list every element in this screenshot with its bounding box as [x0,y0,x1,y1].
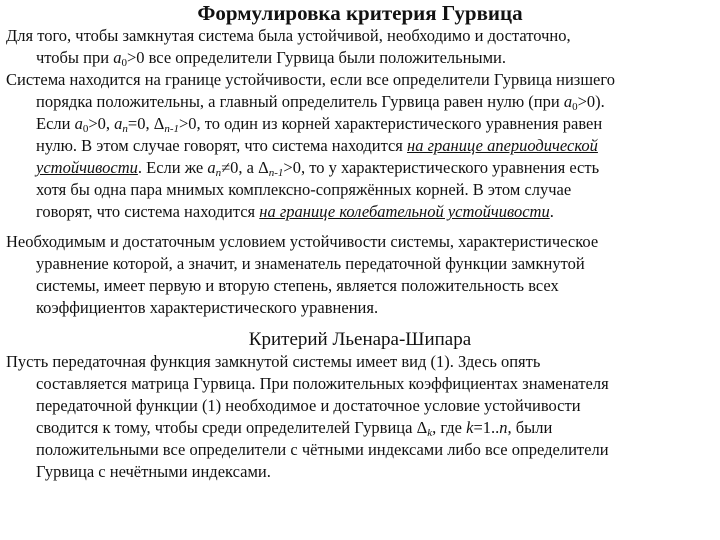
text-line [6,47,708,69]
subscript: 0 [82,123,89,135]
emphasis-term: на границе апериодической [407,136,598,155]
text-run: . Если же [137,158,208,177]
text-line: Гурвица с нечётными индексами. [36,462,271,481]
paragraph-lienard-chipart [6,351,708,483]
text-run: =1.. [473,418,500,437]
text-run: сводится к тому, чтобы среди определителей Гурвица Δ [36,418,428,437]
text-line [6,135,708,157]
page-title: Формулировка критерия Гурвица [197,1,523,25]
emphasis-term: устойчивости [36,158,138,177]
text-run: =0, Δ [127,114,165,133]
subscript: n-1 [164,123,179,135]
subscript: n [215,167,222,179]
text-run: , были [507,418,553,437]
text-line [6,417,708,439]
subscript: n-1 [268,167,284,179]
paragraph-stability-boundary [6,69,708,223]
text-run: >0, то у характеристического уравнения есть [283,158,600,177]
math-variable: a [113,48,122,67]
text-line: передаточной функции (1) необходимое и достаточное условие устойчивости [36,396,581,415]
text-run: нулю. В этом случае говорят, что система находится [36,136,408,155]
paragraph-hurwitz-criterion [6,25,708,69]
math-variable: a [114,114,123,133]
math-variable: a [74,114,83,133]
section-heading: Критерий Льенара-Шипара [248,329,472,350]
text-run: чтобы при [36,48,114,67]
math-variable: a [207,158,216,177]
text-run: Если [36,114,75,133]
text-line [6,113,708,135]
text-run: >0). [577,92,605,111]
paragraph-low-order-condition [6,231,708,319]
text-line: Пусть передаточная функция замкнутой системы имеет вид (1). Здесь опять [6,352,541,371]
subscript: 0 [572,101,578,113]
text-run: >0, [88,114,115,133]
math-variable: a [563,92,573,111]
text-line [6,201,708,223]
math-variable: n [499,418,508,437]
text-run: , где [432,418,467,437]
subscript: 0 [121,57,127,69]
text-line: коэффициентов характеристического уравнения. [36,298,379,317]
text-run: >0 все определители Гурвица были положительными. [126,48,506,67]
text-line: составляется матрица Гурвица. При положительных коэффициентах знаменателя [36,374,609,393]
emphasis-term: на границе колебательной устойчивости [259,202,550,221]
text-line [6,91,708,113]
text-line: Система находится на границе устойчивости, если все определители Гурвица низшего [6,70,615,89]
text-line: Для того, чтобы замкнутая система была устойчивой, необходимо и достаточно, [6,26,571,45]
text-run: . [549,202,554,221]
text-line: системы, имеет первую и вторую степень, является положительность всех [36,276,559,295]
text-run: >0, то один из корней характеристического уравнения равен [179,114,603,133]
text-run: говорят, что система находится [36,202,260,221]
text-run: порядка положительны, а главный определитель Гурвица равен нулю (при [36,92,564,111]
text-line: хотя бы одна пара мнимых комплексно-сопряжённых корней. В этом случае [36,180,572,199]
subscript: k [427,427,433,439]
text-line: положительными все определители с чётными индексами либо все определители [36,440,609,459]
text-line [6,157,708,179]
text-line: уравнение которой, а значит, и знаменатель передаточной функции замкнутой [36,254,585,273]
subscript: n [122,123,128,135]
text-run: ≠0, а Δ [221,158,269,177]
math-variable: k [466,418,474,437]
text-line: Необходимым и достаточным условием устойчивости системы, характеристическое [6,232,599,251]
